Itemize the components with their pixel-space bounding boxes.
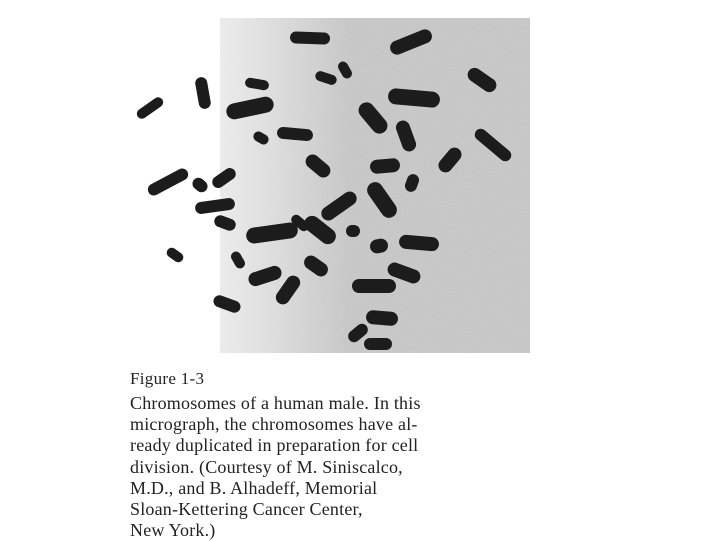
figure-caption	[130, 368, 550, 541]
caption-line: micrograph, the chromosomes have al-	[130, 414, 418, 435]
caption-line: Sloan-Kettering Cancer Center,	[130, 499, 363, 520]
chromosome	[364, 338, 392, 350]
caption-line: New York.)	[130, 520, 216, 541]
chromosome-micrograph	[130, 18, 530, 353]
figure-label: Figure 1-3	[130, 369, 205, 388]
caption-line: M.D., and B. Alhadeff, Memorial	[130, 477, 378, 498]
chromosome	[290, 31, 330, 44]
caption-line: division. (Courtesy of M. Siniscalco,	[130, 456, 403, 477]
caption-line: ready duplicated in preparation for cell	[130, 435, 419, 456]
chromosome	[346, 225, 360, 237]
caption-line: Chromosomes of a human male. In this	[130, 393, 421, 413]
chromosome	[352, 279, 396, 293]
